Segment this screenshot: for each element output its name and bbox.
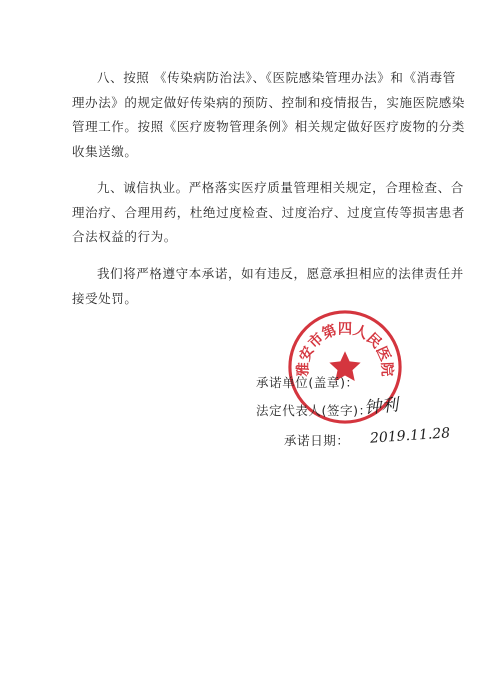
text-line: 合法权益的行为。 [72,229,177,244]
text-line: 收集送缴。 [72,143,138,159]
text-line: 管理工作。按照《医疗废物管理条例》相关规定做好医疗废物的分类 [72,119,466,134]
seal-unit-label: 承诺单位(盖章)： [256,375,359,390]
text-line: 我们将严格遵守本承诺，如有违反，愿意承担相应的法律责任并 [97,266,464,281]
text-line: 理治疗、合理用药，杜绝过度检查、过度治疗、过度宣传等损害患者 [72,204,466,220]
commitment-date-label: 承诺日期： [284,433,350,448]
handwritten-signature: 钟利 [363,395,400,419]
legal-representative-label: 法定代表人(签字)： [256,403,372,418]
handwritten-date: 2019.11.28 [369,425,451,447]
text-line: 八、按照 《传染病防治法》、《医院感染管理办法》和《消毒管 [97,70,456,85]
paragraph-commitment [72,262,464,311]
paragraph-item-9 [72,176,466,250]
seal-text: 雅安市第四人民医院 [295,321,395,377]
text-line: 九、诚信执业。严格落实医疗质量管理相关规定，合理检查、合 [97,180,464,195]
text-line: 接受处罚。 [72,290,138,306]
paragraph-item-8 [72,66,466,164]
text-line: 理办法》的规定做好传染病的预防、控制和疫情报告，实施医院感染 [72,94,466,110]
